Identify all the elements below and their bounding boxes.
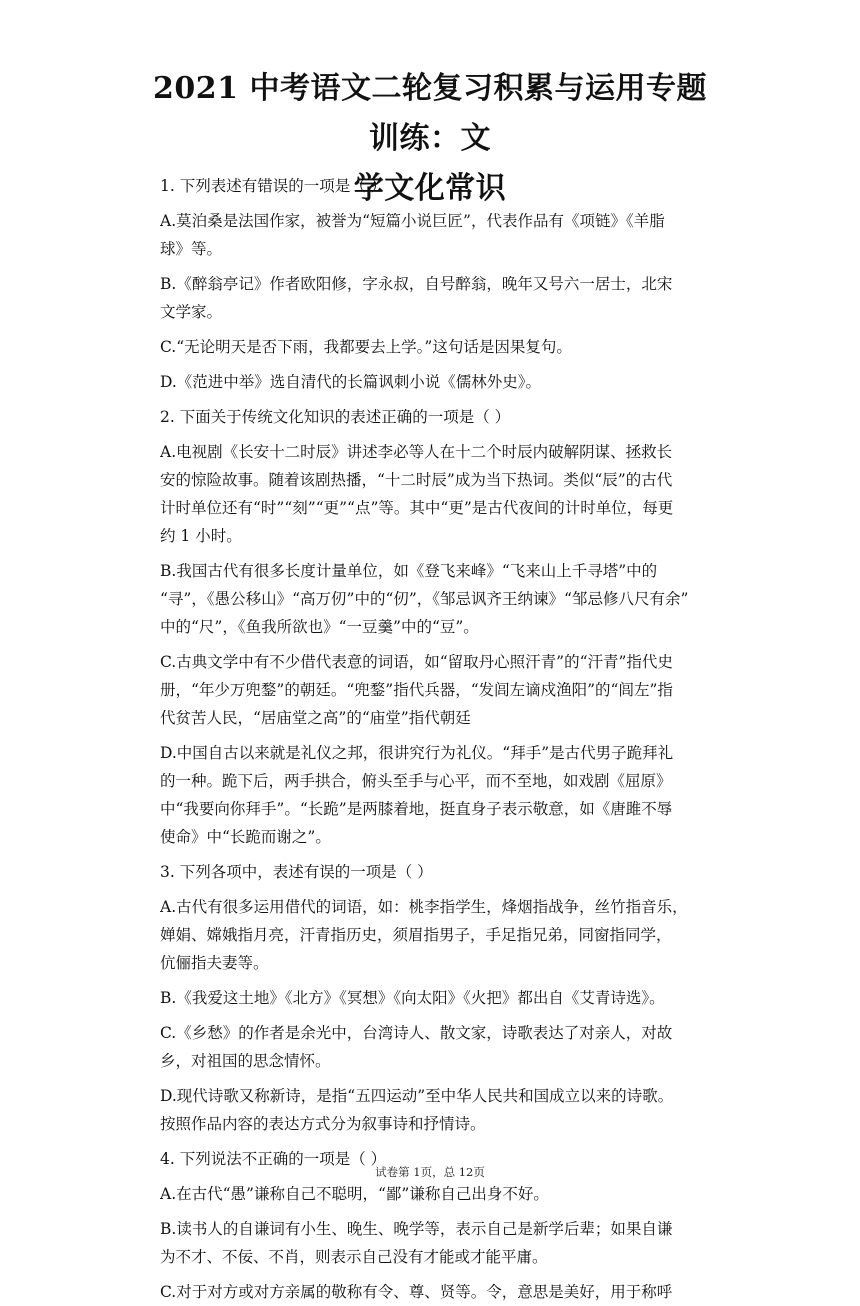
- paragraph: [160, 1180, 720, 1208]
- text-line: 中“我要向你拜手”。“长跪”是两膝着地，挺直身子表示敬意，如《唐雎不辱: [160, 800, 673, 818]
- paragraph: [160, 1019, 720, 1075]
- paragraph-gap: [160, 886, 720, 893]
- text-line: 中的“尺”，《鱼我所欲也》“一豆羹”中的“豆”。: [160, 618, 479, 636]
- text-line: C.《乡愁》的作者是余光中，台湾诗人、散文家，诗歌表达了对亲人，对故: [160, 1024, 673, 1042]
- text-line: 婵娟、嫦娥指月亮，汗青指历史，须眉指男子，手足指兄弟，同窗指同学，: [160, 926, 672, 944]
- text-line: A.电视剧《长安十二时辰》讲述李必等人在十二个时辰内破解阴谋、拯救长: [160, 443, 673, 461]
- paragraph-gap: [160, 851, 720, 858]
- text-line: B.读书人的自谦词有小生、晚生、晚学等，表示自己是新学后辈；如果自谦: [160, 1220, 673, 1238]
- text-line: A.莫泊桑是法国作家，被誉为“短篇小说巨匠”，代表作品有《项链》《羊脂: [160, 212, 665, 230]
- text-line: 计时单位还有“时”“刻”“更”“点”等。其中“更”是古代夜间的计时单位，每更: [160, 499, 674, 517]
- title-line-1: 2021 中考语文二轮复习积累与运用专题训练：文: [153, 71, 707, 156]
- text-line: “寻”，《愚公移山》“高万仞”中的“仞”，《邹忌讽齐王纳谏》“邹忌修八尺有余”: [160, 590, 689, 608]
- text-line: D.《范进中举》选自清代的长篇讽刺小说《儒林外史》。: [160, 373, 542, 391]
- paragraph-gap: [160, 1075, 720, 1082]
- page-footer: 试卷第 1页，总 12页: [375, 1165, 485, 1179]
- paragraph: [160, 207, 720, 263]
- paragraph: [160, 403, 720, 431]
- paragraph: [160, 172, 720, 200]
- text-line: 代贫苦人民，“居庙堂之高”的“庙堂”指代朝廷: [160, 709, 471, 727]
- paragraph-gap: [160, 431, 720, 438]
- text-line: B.《醉翁亭记》作者欧阳修，字永叔，自号醉翁，晚年又号六一居士，北宋: [160, 275, 673, 293]
- paragraph-gap: [160, 1208, 720, 1215]
- paragraph: [160, 270, 720, 326]
- text-line: 安的惊险故事。随着该剧热播，“十二时辰”成为当下热词。类似“辰”的古代: [160, 471, 673, 489]
- paragraph-gap: [160, 361, 720, 368]
- text-line: B.我国古代有很多长度计量单位，如《登飞来峰》“飞来山上千寻塔”中的: [160, 562, 658, 580]
- paragraph: [160, 1278, 720, 1306]
- text-line: 2. 下面关于传统文化知识的表述正确的一项是（ ）: [160, 408, 511, 426]
- paragraph-gap: [160, 1012, 720, 1019]
- paragraph-gap: [160, 326, 720, 333]
- paragraph: [160, 984, 720, 1012]
- text-line: 文学家。: [160, 303, 223, 321]
- text-line: D.中国自古以来就是礼仪之邦，很讲究行为礼仪。“拜手”是古代男子跪拜礼: [160, 744, 674, 762]
- paragraph: [160, 858, 720, 886]
- paragraph: [160, 1215, 720, 1271]
- paragraph-gap: [160, 200, 720, 207]
- paragraph: [160, 438, 720, 550]
- paragraph-gap: [160, 732, 720, 739]
- paragraph: [160, 893, 720, 977]
- paragraph-gap: [160, 1138, 720, 1145]
- paragraph-gap: [160, 641, 720, 648]
- paragraph-gap: [160, 1271, 720, 1278]
- paragraph: [160, 1082, 720, 1138]
- text-line: A.古代有很多运用借代的词语，如：桃李指学生，烽烟指战争，丝竹指音乐，: [160, 898, 688, 916]
- paragraph-gap: [160, 550, 720, 557]
- paragraph: [160, 368, 720, 396]
- paragraph-gap: [160, 263, 720, 270]
- paragraph: [160, 739, 720, 851]
- text-line: 乡，对祖国的思念情怀。: [160, 1052, 331, 1070]
- text-line: 按照作品内容的表达方式分为叙事诗和抒情诗。: [160, 1115, 486, 1133]
- text-line: 的一种。跪下后，两手拱合，俯头至手与心平，而不至地，如戏剧《屈原》: [160, 772, 672, 790]
- text-line: C.对于对方或对方亲属的敬称有令、尊、贤等。令，意思是美好，用于称呼: [160, 1283, 673, 1301]
- paragraph-gap: [160, 396, 720, 403]
- text-line: 伉俪指夫妻等。: [160, 954, 269, 972]
- text-line: 1. 下列表述有错误的一项是（ ）: [160, 177, 387, 195]
- text-line: 3. 下列各项中，表述有误的一项是（ ）: [160, 863, 433, 881]
- text-line: B.《我爱这土地》《北方》《冥想》《向太阳》《火把》都出自《艾青诗选》。: [160, 989, 665, 1007]
- text-line: 册，“年少万兜鍪”的朝廷。“兜鍪”指代兵器，“发闾左谪戍渔阳”的“闾左”指: [160, 681, 673, 699]
- question-body: [160, 172, 720, 1306]
- text-line: 球》等。: [160, 240, 223, 258]
- paragraph: [160, 557, 720, 641]
- text-line: D.现代诗歌又称新诗，是指“五四运动”至中华人民共和国成立以来的诗歌。: [160, 1087, 674, 1105]
- text-line: 使命》中“长跪而谢之”。: [160, 828, 331, 846]
- paragraph: [160, 333, 720, 361]
- text-line: 为不才、不佞、不肖，则表示自己没有才能或才能平庸。: [160, 1248, 548, 1266]
- text-line: 约 1 小时。: [160, 527, 242, 545]
- text-line: C.古典文学中有不少借代表意的词语，如“留取丹心照汗青”的“汗青”指代史: [160, 653, 673, 671]
- paragraph-gap: [160, 977, 720, 984]
- text-line: A.在古代“愚”谦称自己不聪明，“鄙”谦称自己出身不好。: [160, 1185, 549, 1203]
- text-line: C.“无论明天是否下雨，我都要去上学。”这句话是因果复句。: [160, 338, 572, 356]
- title-line-2: 学文化常识: [353, 171, 507, 206]
- paragraph: [160, 648, 720, 732]
- text-line: 4. 下列说法不正确的一项是（ ）: [160, 1150, 387, 1168]
